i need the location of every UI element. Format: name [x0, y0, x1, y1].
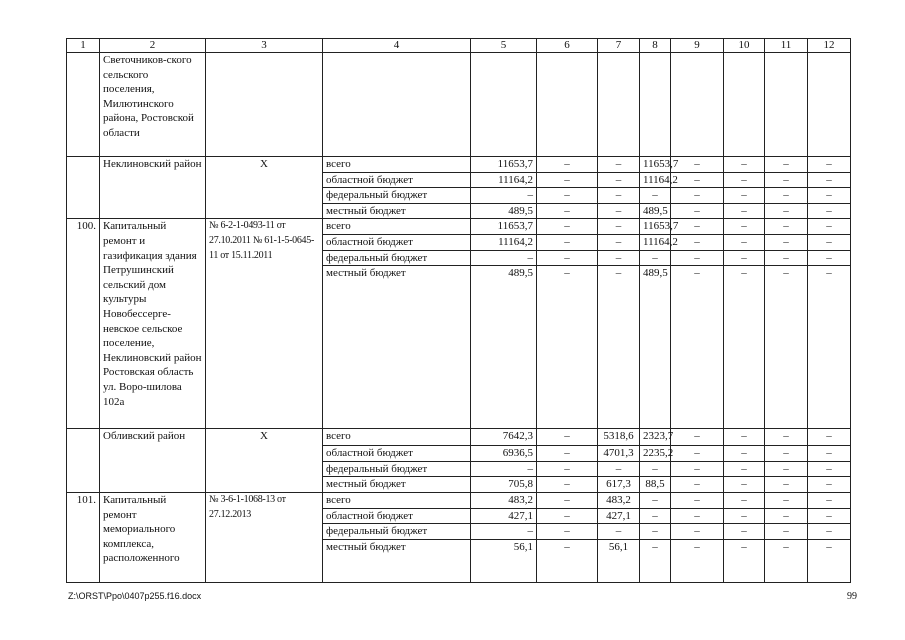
table-row — [67, 492, 851, 508]
value-cell: – — [765, 524, 808, 540]
value-cell: – — [765, 477, 808, 493]
header-cell: 5 — [471, 39, 537, 53]
funding-source-cell: федеральный бюджет — [323, 250, 471, 266]
value-cell: – — [598, 266, 640, 429]
funding-source-cell: местный бюджет — [323, 266, 471, 429]
value-cell: – — [671, 429, 724, 446]
value-cell: – — [808, 250, 851, 266]
value-cell: – — [671, 508, 724, 524]
value-cell: – — [537, 250, 598, 266]
value-cell: 427,1 — [471, 508, 537, 524]
value-cell: – — [765, 203, 808, 219]
header-row — [67, 39, 851, 53]
value-cell: – — [471, 188, 537, 204]
header-cell: 1 — [67, 39, 100, 53]
value-cell: – — [765, 461, 808, 477]
value-cell: – — [671, 172, 724, 188]
value-cell: – — [640, 492, 671, 508]
value-cell: – — [598, 188, 640, 204]
funding-source-cell: областной бюджет — [323, 446, 471, 462]
value-cell: – — [765, 157, 808, 173]
funding-source-cell: областной бюджет — [323, 234, 471, 250]
value-cell: – — [537, 461, 598, 477]
value-cell: – — [808, 446, 851, 462]
value-cell: – — [765, 266, 808, 429]
document-cell: № 3-6-1-1068-13 от 27.12.2013 — [206, 492, 323, 582]
value-cell: – — [471, 250, 537, 266]
value-cell: – — [640, 539, 671, 582]
value-cell: – — [671, 539, 724, 582]
value-cell: – — [537, 188, 598, 204]
table-row — [67, 219, 851, 235]
value-cell: – — [598, 250, 640, 266]
value-cell: – — [808, 266, 851, 429]
row-number-cell: 100. — [67, 219, 100, 429]
value-cell: 705,8 — [471, 477, 537, 493]
value-cell: 427,1 — [598, 508, 640, 524]
value-cell: – — [808, 524, 851, 540]
value-cell: – — [537, 157, 598, 173]
value-cell: – — [724, 250, 765, 266]
header-cell: 10 — [724, 39, 765, 53]
object-name-cell: Капитальный ремонт мемориального комплекса, расположенного — [100, 492, 206, 582]
value-cell: – — [808, 461, 851, 477]
value-cell: – — [765, 234, 808, 250]
value-cell: – — [765, 446, 808, 462]
value-cell: – — [537, 446, 598, 462]
value-cell: – — [765, 172, 808, 188]
header-cell: 7 — [598, 39, 640, 53]
value-cell: – — [598, 234, 640, 250]
value-cell: – — [671, 492, 724, 508]
value-cell: – — [724, 477, 765, 493]
table-row — [67, 157, 851, 173]
header-cell: 12 — [808, 39, 851, 53]
value-cell: – — [671, 234, 724, 250]
value-cell: 56,1 — [471, 539, 537, 582]
value-cell: 2235,2 — [640, 446, 671, 462]
funding-source-cell: местный бюджет — [323, 539, 471, 582]
value-cell: – — [537, 219, 598, 235]
value-cell: – — [537, 266, 598, 429]
value-cell: – — [765, 492, 808, 508]
value-cell: – — [537, 524, 598, 540]
continuation-row — [67, 53, 851, 157]
value-cell: 11653,7 — [640, 157, 671, 173]
value-cell: – — [537, 492, 598, 508]
value-cell: – — [765, 250, 808, 266]
value-cell: – — [671, 477, 724, 493]
value-cell: – — [765, 539, 808, 582]
value-cell: – — [671, 203, 724, 219]
value-cell: 489,5 — [640, 203, 671, 219]
value-cell: 11164,2 — [640, 172, 671, 188]
value-cell: – — [671, 446, 724, 462]
funding-source-cell: всего — [323, 157, 471, 173]
value-cell: 6936,5 — [471, 446, 537, 462]
value-cell: – — [471, 524, 537, 540]
value-cell: – — [724, 172, 765, 188]
value-cell: – — [724, 492, 765, 508]
value-cell: 11164,2 — [471, 172, 537, 188]
value-cell: – — [808, 492, 851, 508]
value-cell: – — [598, 172, 640, 188]
document-cell: № 6-2-1-0493-11 от 27.10.2011 № 61-1-5-0645-11 от 15.11.2011 — [206, 219, 323, 429]
value-cell: – — [640, 508, 671, 524]
value-cell: – — [808, 188, 851, 204]
value-cell: 4701,3 — [598, 446, 640, 462]
page-number: 99 — [847, 591, 857, 602]
row-number-cell — [67, 429, 100, 493]
value-cell: 617,3 — [598, 477, 640, 493]
value-cell: – — [765, 219, 808, 235]
header-cell: 6 — [537, 39, 598, 53]
value-cell: – — [724, 266, 765, 429]
value-cell: – — [671, 461, 724, 477]
value-cell: – — [671, 250, 724, 266]
value-cell: – — [808, 219, 851, 235]
value-cell: – — [537, 477, 598, 493]
funding-source-cell: федеральный бюджет — [323, 188, 471, 204]
document-cell: Х — [206, 429, 323, 493]
value-cell: – — [808, 539, 851, 582]
value-cell: – — [640, 250, 671, 266]
funding-source-cell: федеральный бюджет — [323, 461, 471, 477]
value-cell: – — [765, 508, 808, 524]
object-name-cell: Капитальный ремонт и газификация здания Петрушинский сельский дом культуры Новобессерге-невское сельское поселение, Неклиновский район Ростовская область ул. Воро-шилова 102а — [100, 219, 206, 429]
value-cell: – — [808, 477, 851, 493]
header-cell: 9 — [671, 39, 724, 53]
value-cell: – — [598, 219, 640, 235]
funding-source-cell: всего — [323, 429, 471, 446]
value-cell: – — [765, 429, 808, 446]
value-cell: 11653,7 — [471, 157, 537, 173]
value-cell: – — [471, 461, 537, 477]
value-cell: – — [537, 429, 598, 446]
value-cell: – — [724, 203, 765, 219]
budget-table — [66, 38, 851, 583]
value-cell: – — [808, 203, 851, 219]
value-cell: – — [598, 157, 640, 173]
value-cell: 489,5 — [471, 266, 537, 429]
funding-source-cell: всего — [323, 219, 471, 235]
value-cell: 483,2 — [471, 492, 537, 508]
value-cell: – — [671, 219, 724, 235]
header-cell: 3 — [206, 39, 323, 53]
value-cell: – — [808, 429, 851, 446]
document-cell: Х — [206, 157, 323, 219]
value-cell: – — [640, 188, 671, 204]
value-cell: – — [537, 203, 598, 219]
funding-source-cell: местный бюджет — [323, 203, 471, 219]
header-cell: 8 — [640, 39, 671, 53]
value-cell: – — [808, 234, 851, 250]
funding-source-cell: областной бюджет — [323, 508, 471, 524]
value-cell: – — [537, 539, 598, 582]
value-cell: – — [598, 524, 640, 540]
value-cell: – — [724, 429, 765, 446]
value-cell: 489,5 — [640, 266, 671, 429]
value-cell: – — [671, 266, 724, 429]
value-cell: – — [640, 461, 671, 477]
value-cell: 11164,2 — [640, 234, 671, 250]
value-cell: – — [724, 539, 765, 582]
row-number-cell — [67, 157, 100, 219]
object-name-cell: Обливский район — [100, 429, 206, 493]
value-cell: 2323,7 — [640, 429, 671, 446]
value-cell: 11653,7 — [471, 219, 537, 235]
value-cell: – — [724, 219, 765, 235]
value-cell: 7642,3 — [471, 429, 537, 446]
value-cell: – — [598, 461, 640, 477]
value-cell: 56,1 — [598, 539, 640, 582]
header-cell: 4 — [323, 39, 471, 53]
object-name-cell: Неклиновский район — [100, 157, 206, 219]
funding-source-cell: местный бюджет — [323, 477, 471, 493]
header-cell: 2 — [100, 39, 206, 53]
header-cell: 11 — [765, 39, 808, 53]
value-cell: – — [671, 188, 724, 204]
value-cell: 11164,2 — [471, 234, 537, 250]
object-name-cell: Светочников-ского сельского поселения, Милютинского района, Ростовской области — [100, 53, 206, 157]
value-cell: 11653,7 — [640, 219, 671, 235]
value-cell: – — [724, 234, 765, 250]
value-cell: – — [765, 188, 808, 204]
value-cell: – — [671, 524, 724, 540]
file-path: Z:\ORST\Ppo\0407p255.f16.docx — [68, 591, 202, 601]
value-cell: – — [537, 172, 598, 188]
value-cell: – — [671, 157, 724, 173]
value-cell: 88,5 — [640, 477, 671, 493]
value-cell: – — [724, 524, 765, 540]
funding-source-cell: федеральный бюджет — [323, 524, 471, 540]
value-cell: – — [598, 203, 640, 219]
row-number-cell — [67, 53, 100, 157]
value-cell: – — [537, 234, 598, 250]
table-row — [67, 429, 851, 446]
row-number-cell: 101. — [67, 492, 100, 582]
value-cell: – — [640, 524, 671, 540]
value-cell: – — [724, 446, 765, 462]
value-cell: 489,5 — [471, 203, 537, 219]
value-cell: – — [808, 508, 851, 524]
value-cell: – — [808, 157, 851, 173]
value-cell: – — [724, 461, 765, 477]
value-cell: – — [537, 508, 598, 524]
funding-source-cell: областной бюджет — [323, 172, 471, 188]
value-cell: – — [724, 508, 765, 524]
value-cell: 483,2 — [598, 492, 640, 508]
value-cell: – — [808, 172, 851, 188]
value-cell: – — [724, 188, 765, 204]
value-cell: – — [724, 157, 765, 173]
value-cell: 5318,6 — [598, 429, 640, 446]
funding-source-cell: всего — [323, 492, 471, 508]
